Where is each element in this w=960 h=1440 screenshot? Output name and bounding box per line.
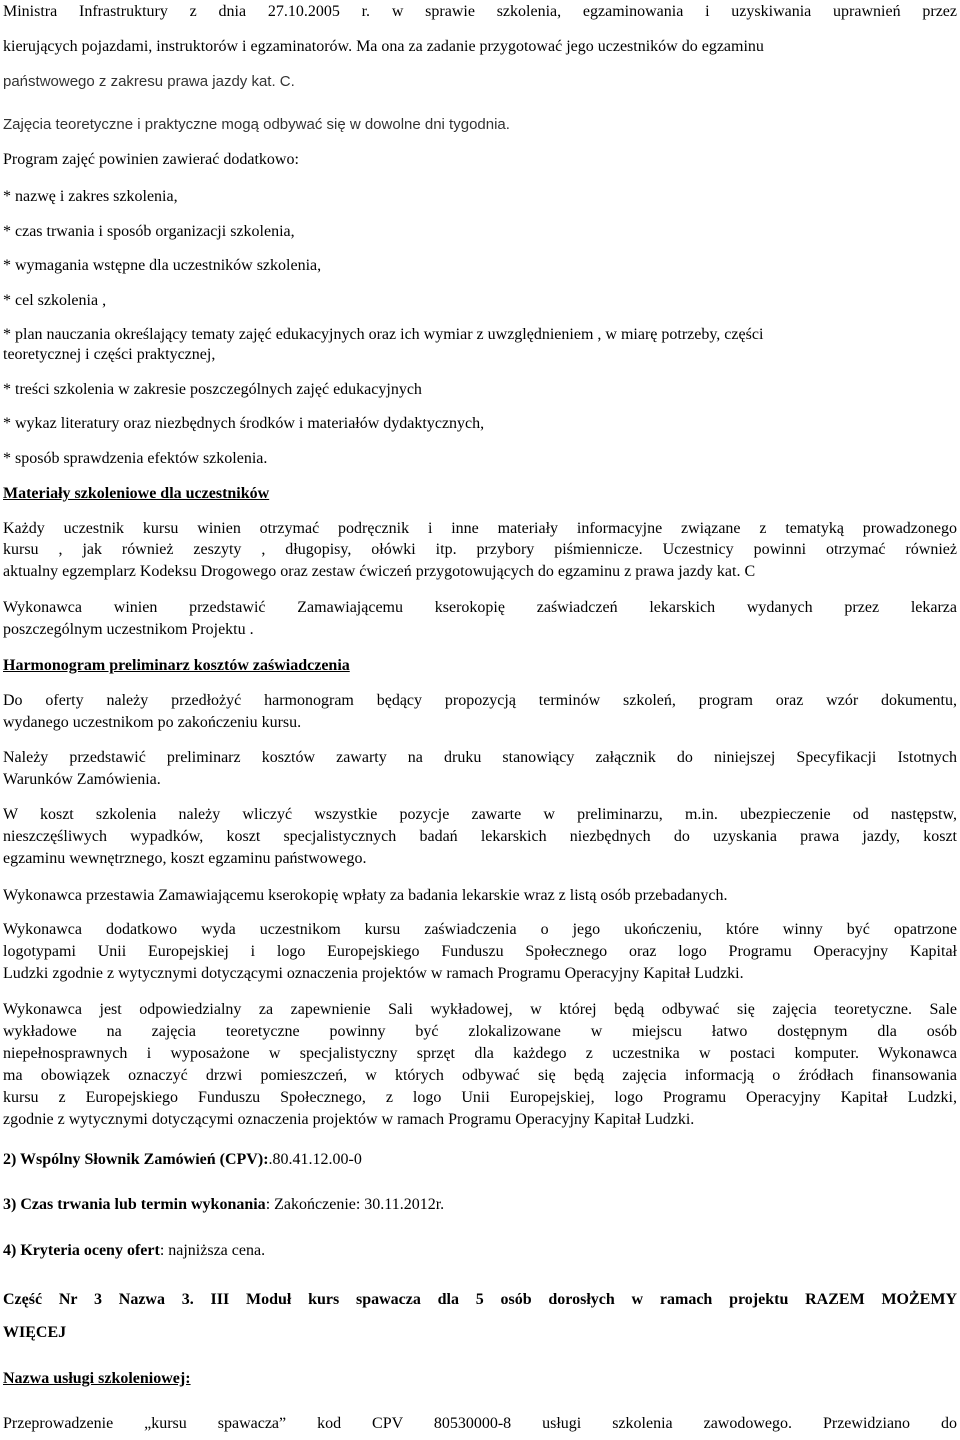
text-line: Wykonawca przestawia Zamawiającemu kserokopię wpłaty za badania lekarskie wraz z listą osób przebadanych. [3, 887, 728, 904]
term-label: 3) Czas trwania lub termin wykonania [3, 1196, 266, 1213]
text-line: aktualny egzemplarz Kodeksu Drogowego oraz zestaw ćwiczeń przygotowujących do egzaminu z prawa jazdy kat. C [3, 563, 756, 580]
list-item: * wymagania wstępne dla uczestników szkolenia, [3, 257, 322, 274]
cpv-line [3, 1150, 957, 1170]
text-line: kursu , jak również zeszyty , długopisy, ołówki itp. przybory piśmiennicze. Uczestnicy powinni otrzymać również [3, 541, 957, 558]
text-line: Program zajęć powinien zawierać dodatkowo: [3, 151, 299, 168]
list-item: * cel szkolenia , [3, 292, 107, 309]
criteria-label: 4) Kryteria oceny ofert [3, 1242, 160, 1259]
text-line: kursu z Europejskiego Funduszu Społecznego, z logo Unii Europejskiej, logo Programu Operacyjny Kapitał Ludzki, [3, 1089, 957, 1106]
text-line: niepełnosprawnych i wyposażone w specjalistyczny sprzęt dla każdego z uczestnika w postaci komputer. Wykonawca [3, 1045, 957, 1062]
text-line: Warunków Zamówienia. [3, 771, 161, 788]
text-line: logotypami Unii Europejskiej i logo Europejskiego Funduszu Społecznego oraz logo Programu Operacyjny Kapitał [3, 943, 957, 960]
text-line: Przeprowadzenie „kursu spawacza” kod CPV 80530000-8 usługi szkolenia zawodowego. Przewidziano do [3, 1415, 957, 1432]
list-item: * czas trwania i sposób organizacji szkolenia, [3, 223, 295, 240]
term-value: : Zakończenie: 30.11.2012r. [265, 1196, 445, 1213]
text-line: W koszt szkolenia należy wliczyć wszystkie pozycje zawarte w preliminarzu, m.in. ubezpieczenie od następstw, [3, 806, 957, 823]
list-item: * plan nauczania określający tematy zajęć edukacyjnych oraz ich wymiar z uwzględnieniem , w miarę potrzeby, części [3, 326, 764, 343]
text-line: Ministra Infrastruktury z dnia 27.10.2005 r. w sprawie szkolenia, egzaminowania i uzyskiwania uprawnień przez [3, 3, 957, 20]
list-item: * wykaz literatury oraz niezbędnych środków i materiałów dydaktycznych, [3, 415, 485, 432]
text-line: Wykonawca winien przedstawić Zamawiającemu kserokopię zaświadczeń lekarskich wydanych przez lekarza [3, 599, 957, 616]
term-line [3, 1195, 957, 1215]
text-line: ma obowiązek oznaczyć drzwi pomieszczeń, w których odbywać się będą zajęcia informacją o źródłach finansowania [3, 1067, 957, 1084]
cpv-label: 2) Wspólny Słownik Zamówień (CPV): [3, 1151, 269, 1168]
part-title-line: WIĘCEJ [3, 1324, 67, 1341]
text-line: Należy przedstawić preliminarz kosztów zawarty na druku stanowiący załącznik do niniejszej Specyfikacji Istotnych [3, 749, 957, 766]
part-title-line: Część Nr 3 Nazwa 3. III Moduł kurs spawacza dla 5 osób dorosłych w ramach projektu RAZEM MOŻEMY [3, 1291, 957, 1308]
criteria-line [3, 1241, 957, 1261]
text-line: Zajęcia teoretyczne i praktyczne mogą odbywać się w dowolne dni tygodnia. [3, 116, 510, 133]
list-item: * sposób sprawdzenia efektów szkolenia. [3, 450, 268, 467]
text-line: egzaminu wewnętrznego, koszt egzaminu państwowego. [3, 850, 367, 867]
section-heading-materials: Materiały szkoleniowe dla uczestników [3, 485, 270, 502]
text-line: kierujących pojazdami, instruktorów i egzaminatorów. Ma ona za zadanie przygotować jego uczestników do egzaminu [3, 38, 764, 55]
text-line: państwowego z zakresu prawa jazdy kat. C. [3, 73, 295, 90]
text-line: nieszczęśliwych wypadków, koszt specjalistycznych badań lekarskich niezbędnych do uzyskania prawa jazdy, koszt [3, 828, 957, 845]
text-line: zgodnie z wytycznymi dotyczącymi oznaczenia projektów w ramach Programu Operacyjny Kapitał Ludzki. [3, 1111, 695, 1128]
list-item: * treści szkolenia w zakresie poszczególnych zajęć edukacyjnych [3, 381, 422, 398]
text-line: wydanego uczestnikom po zakończeniu kursu. [3, 714, 302, 731]
list-item: teoretycznej i części praktycznej, [3, 346, 216, 363]
section-heading-schedule: Harmonogram preliminarz kosztów zaświadczenia [3, 657, 350, 674]
text-line: Wykonawca dodatkowo wyda uczestnikom kursu zaświadczenia o jego ukończeniu, które winny być opatrzone [3, 921, 957, 938]
section-heading-service: Nazwa usługi szkoleniowej: [3, 1370, 191, 1387]
text-line: Do oferty należy przedłożyć harmonogram będący propozycją terminów szkoleń, program oraz wzór dokumentu, [3, 692, 957, 709]
cpv-value: .80.41.12.00-0 [268, 1151, 362, 1168]
criteria-value: : najniższa cena. [159, 1242, 266, 1259]
text-line: poszczególnym uczestnikom Projektu . [3, 621, 254, 638]
text-line: Każdy uczestnik kursu winien otrzymać podręcznik i inne materiały informacyjne związane z tematyką prowadzonego [3, 520, 957, 537]
list-item: * nazwę i zakres szkolenia, [3, 188, 178, 205]
text-line: Ludzki zgodnie z wytycznymi dotyczącymi oznaczenia projektów w ramach Programu Operacyjny Kapitał Ludzki. [3, 965, 744, 982]
text-line: Wykonawca jest odpowiedzialny za zapewnienie Sali wykładowej, w której będą odbywać się zajęcia teoretyczne. Sale [3, 1001, 957, 1018]
text-line: wykładowe na zajęcia teoretyczne powinny być zlokalizowane w miejscu łatwo dostępnym dla osób [3, 1023, 957, 1040]
